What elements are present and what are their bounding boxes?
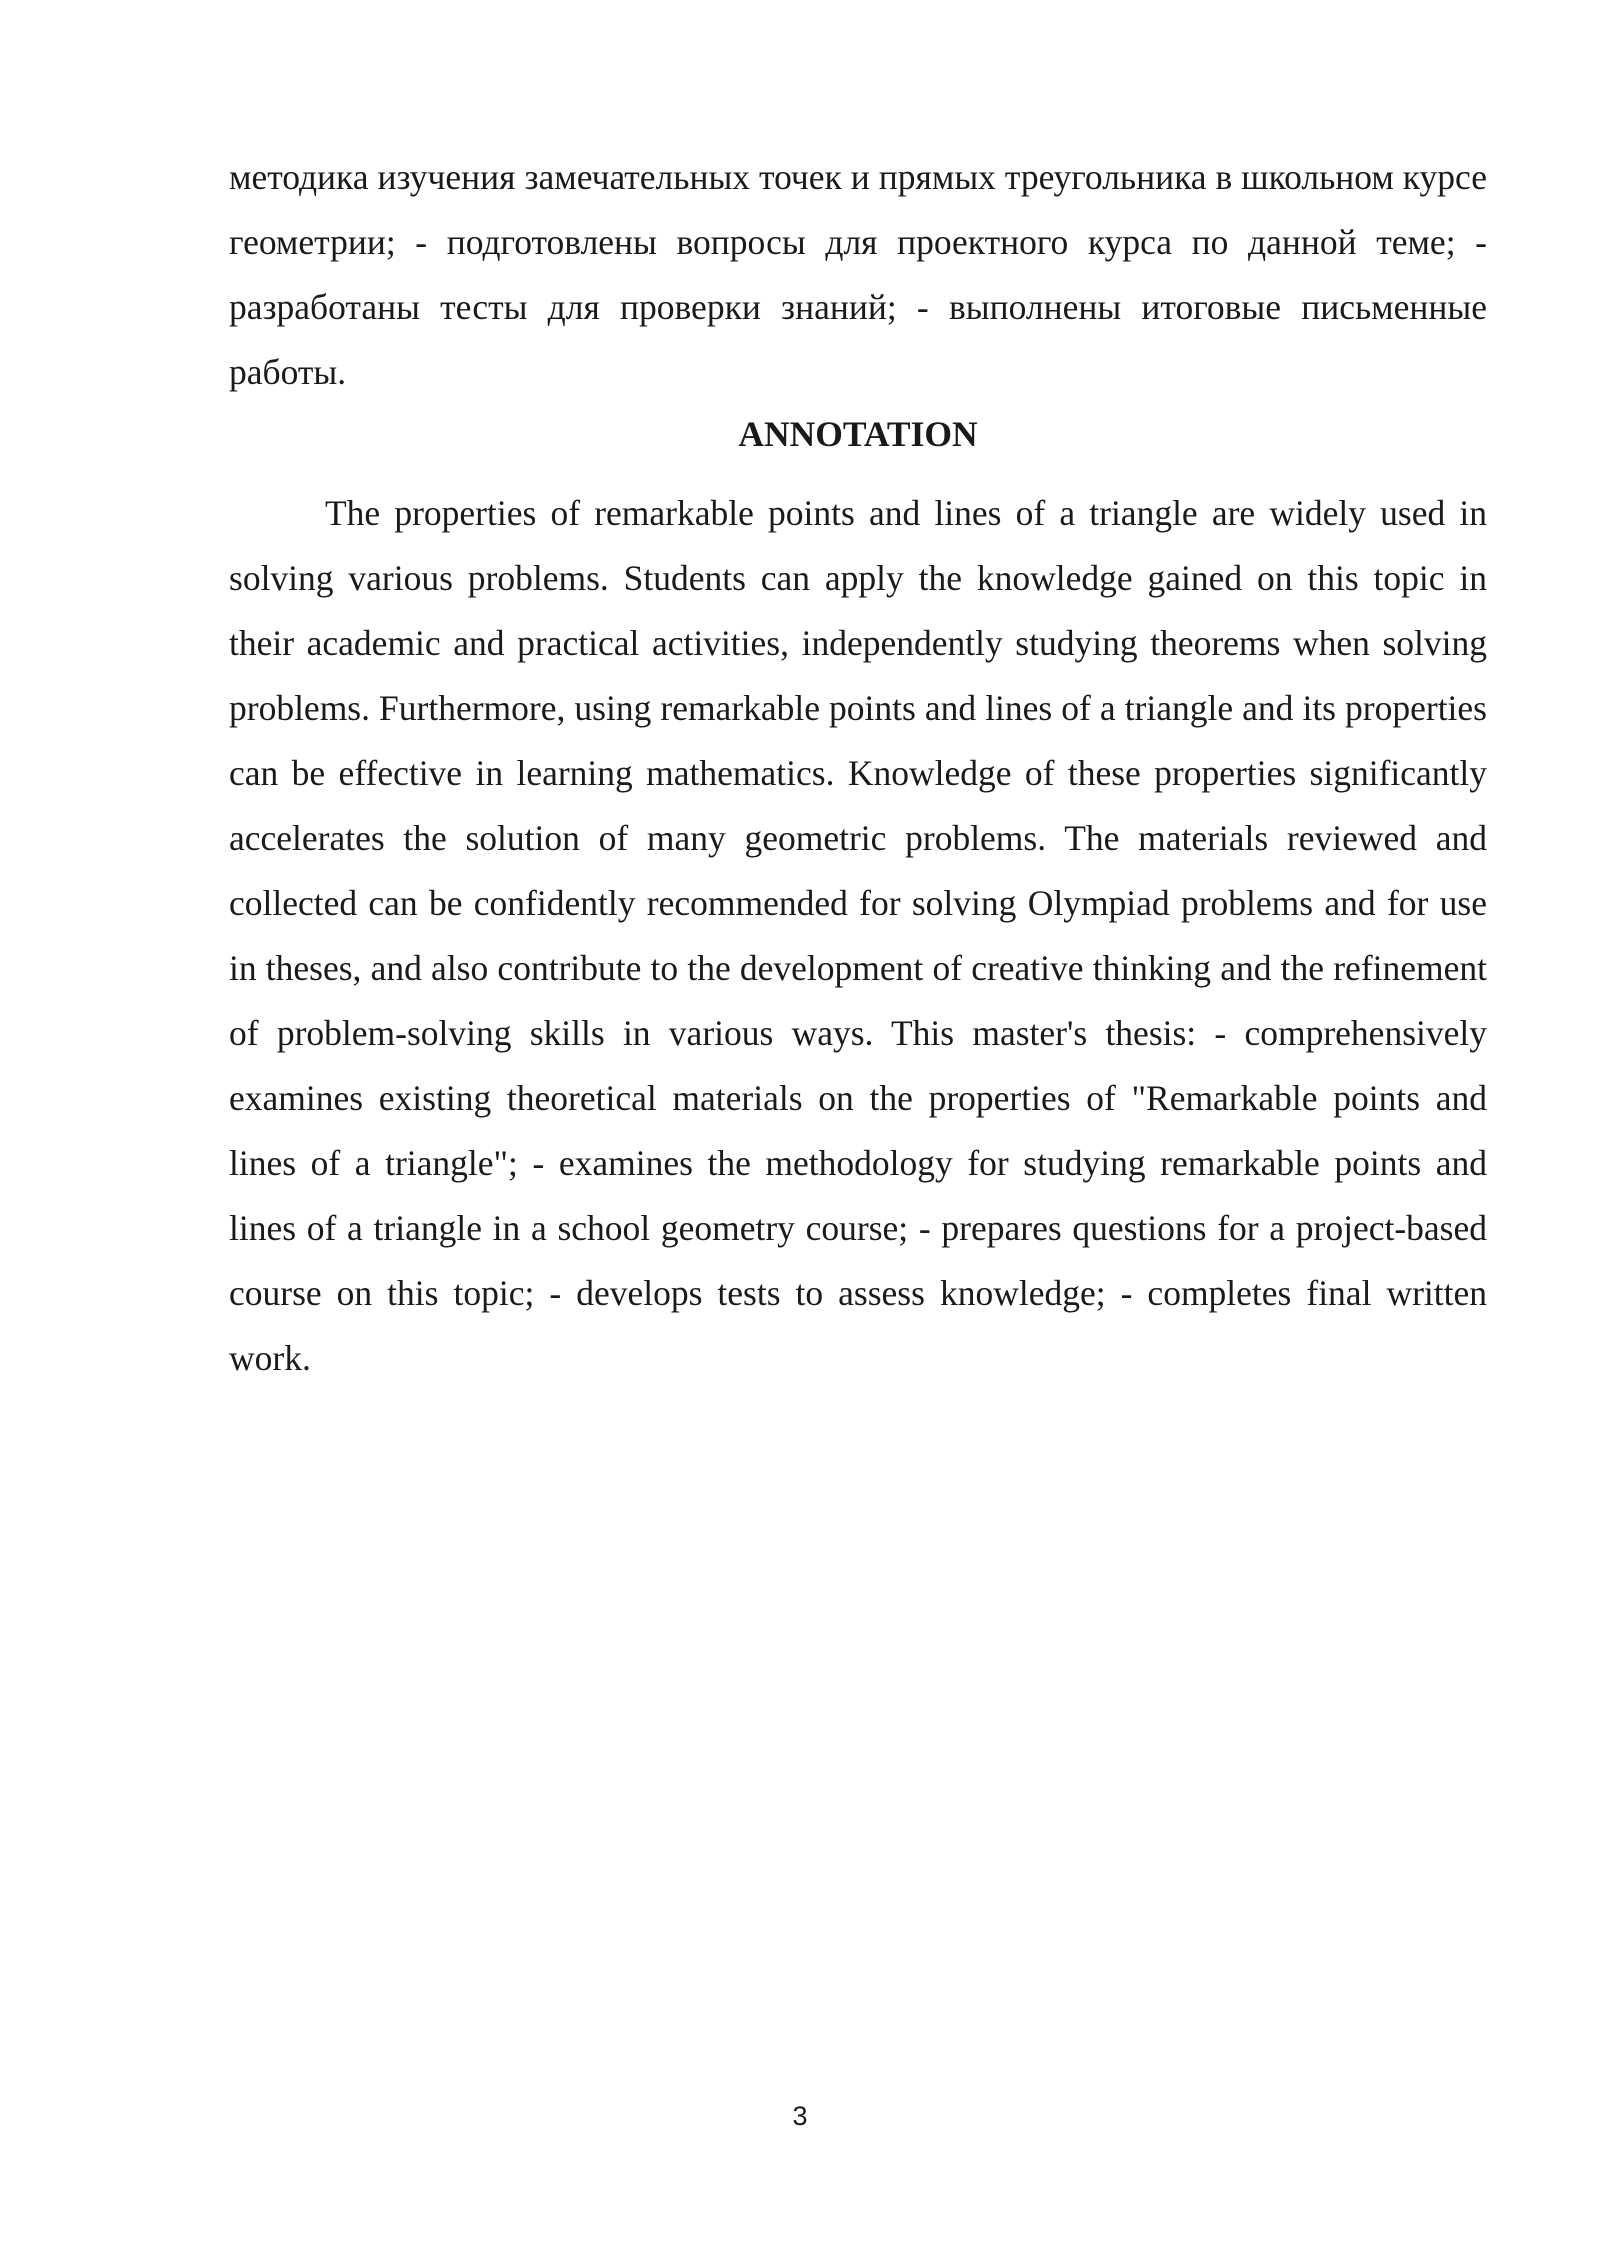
annotation-paragraph: The properties of remarkable points and lines of a triangle are widely used in solving various problems. Students can apply the knowledge gained on this topic in their academic and practical activities, independently studying theorems when solving problems. Furthermore, using remarkable points and lines of a triangle and its properties can be effective in learning mathematics. Knowledge of these properties significantly accelerates the solution of many geometric problems. The materials reviewed and collected can be confidently recommended for solving Olympiad problems and for use in theses, and also contribute to the development of creative thinking and the refinement of problem-solving skills in various ways. This master's thesis: - comprehensively examines existing theoretical materials on the properties of "Remarkable points and lines of a triangle"; - examines the methodology for studying remarkable points and lines of a triangle in a school geometry course; - prepares questions for a project-based course on this topic; - develops tests to assess knowledge; - completes final written work. — [229, 493, 1487, 1378]
page-content — [229, 145, 1487, 1391]
continuation-paragraph: методика изучения замечательных точек и прямых треугольника в школьном курсе геометрии; - подготовлены вопросы для проектного курса по данной теме; - разработаны тесты для проверки знаний; - выполнены итоговые письменные работы. — [229, 157, 1487, 392]
page-number: 3 — [792, 2101, 808, 2131]
annotation-heading: ANNOTATION — [738, 414, 978, 454]
